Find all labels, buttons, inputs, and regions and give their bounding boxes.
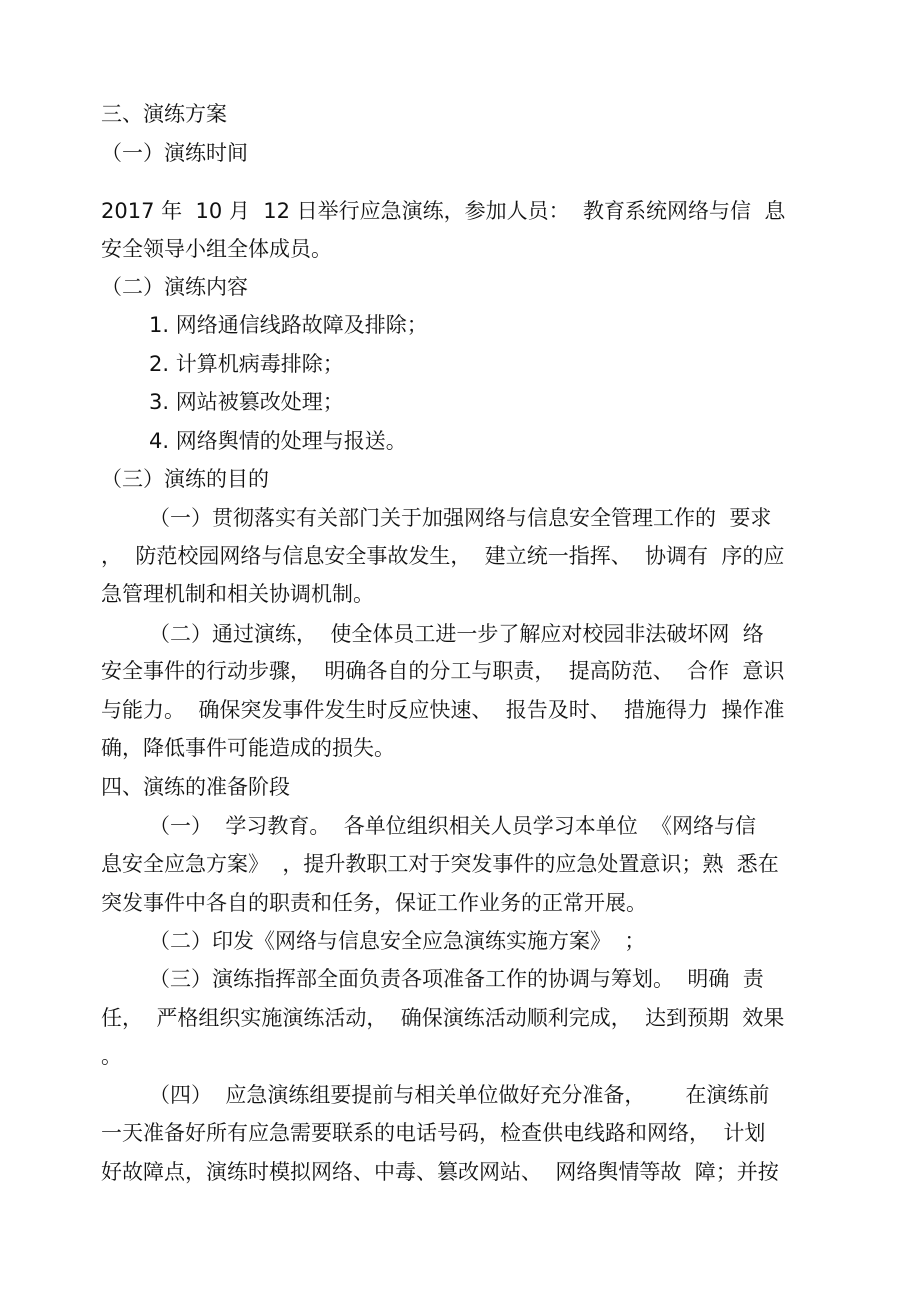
paragraph-line: 好故障点，演练时模拟网络、中毒、篡改网站、 网络舆情等故 障；并按: [101, 1160, 779, 1184]
paragraph-line: 安全领导小组全体成员。: [101, 237, 332, 261]
subsection-heading: （三）演练的目的: [101, 467, 269, 491]
list-item: 1. 网络通信线路故障及排除；: [149, 313, 428, 337]
paragraph-line: （四） 应急演练组要提前与相关单位做好充分准备， 在演练前: [149, 1083, 770, 1107]
subsection-heading: （一）演练时间: [101, 141, 248, 165]
paragraph-line: （一） 学习教育。 各单位组织相关人员学习本单位 《网络与信: [149, 814, 757, 838]
subsection-heading: （二）演练内容: [101, 275, 248, 299]
paragraph-line: 。: [101, 1044, 122, 1068]
list-item: 3. 网站被篡改处理；: [149, 390, 344, 414]
paragraph-line: 安全事件的行动步骤， 明确各自的分工与职责， 提高防范、 合作 意识: [101, 659, 785, 683]
paragraph-line: 急管理机制和相关协调机制。: [101, 582, 374, 606]
paragraph-line: （一）贯彻落实有关部门关于加强网络与信息安全管理工作的 要求: [149, 506, 772, 530]
paragraph-line: （三）演练指挥部全面负责各项准备工作的协调与筹划。 明确 责: [149, 967, 764, 991]
section-heading: 三、演练方案: [101, 102, 227, 126]
paragraph-line: （二）通过演练， 使全体员工进一步了解应对校园非法破坏网 络: [149, 622, 764, 646]
paragraph-line: 突发事件中各自的职责和任务，保证工作业务的正常开展。: [101, 891, 647, 915]
paragraph-line: 息安全应急方案》 ，提升教职工对于突发事件的应急处置意识；熟 悉在: [101, 852, 779, 876]
paragraph-line: 一天准备好所有应急需要联系的电话号码，检查供电线路和网络， 计划: [101, 1121, 766, 1145]
paragraph-line: ， 防范校园网络与信息安全事故发生， 建立统一指挥、 协调有 序的应: [101, 544, 785, 568]
paragraph-line: 任， 严格组织实施演练活动， 确保演练活动顺利完成， 达到预期 效果: [101, 1006, 785, 1030]
paragraph-line: 与能力。 确保突发事件发生时反应快速、 报告及时、 措施得力 操作准: [101, 698, 785, 722]
list-item: 4. 网络舆情的处理与报送。: [149, 429, 407, 453]
list-item: 2. 计算机病毒排除；: [149, 352, 344, 376]
paragraph-line: 确，降低事件可能造成的损失。: [101, 736, 395, 760]
section-heading: 四、演练的准备阶段: [101, 775, 290, 799]
paragraph-line: （二）印发《网络与信息安全应急演练实施方案》 ；: [149, 929, 646, 953]
paragraph-line: 2017 年 10 月 12 日举行应急演练，参加人员： 教育系统网络与信 息: [101, 199, 786, 223]
